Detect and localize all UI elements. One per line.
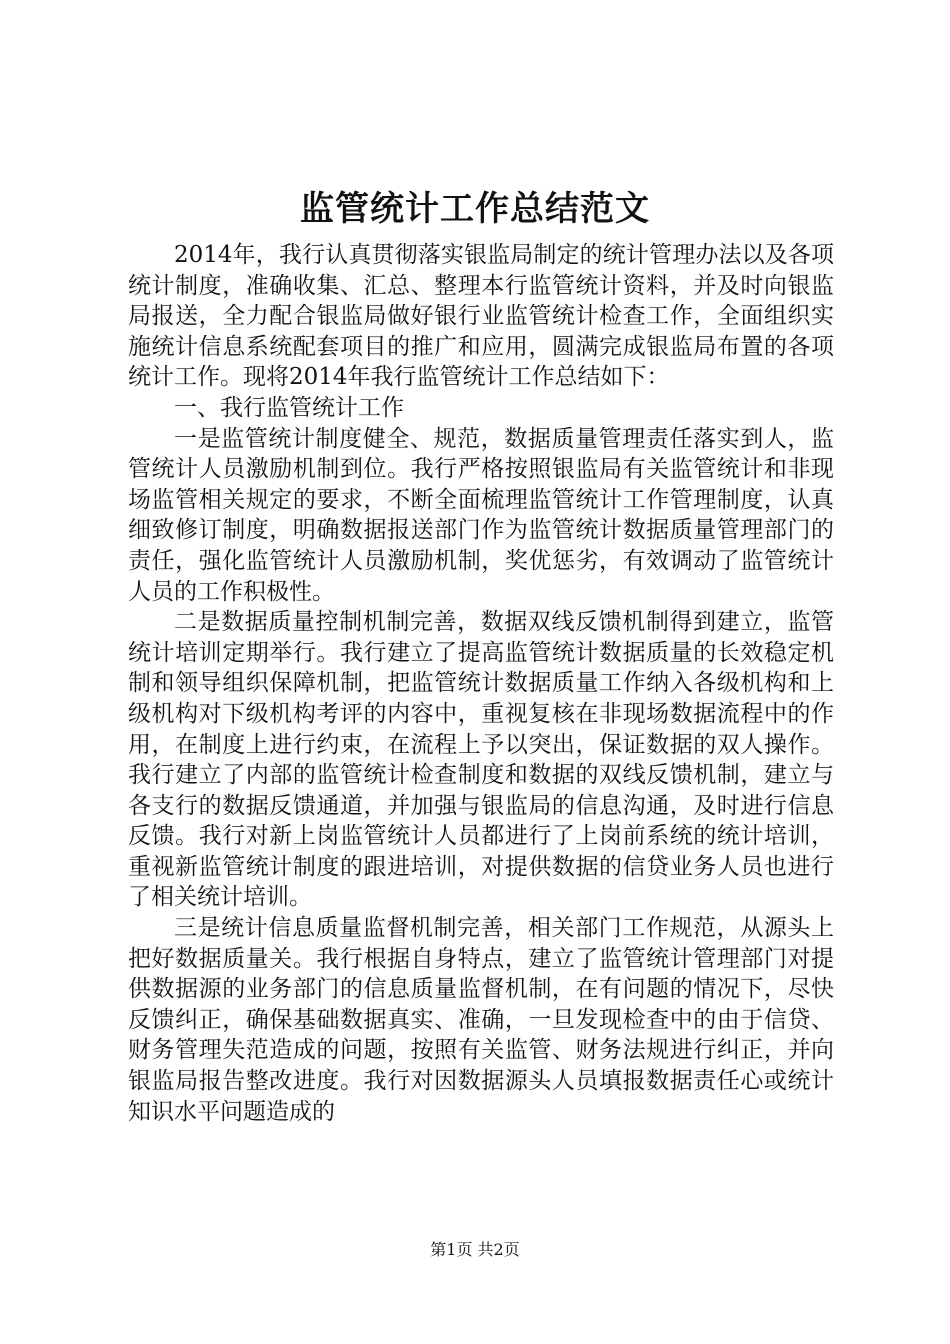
paragraph-point-two: 二是数据质量控制机制完善，数据双线反馈机制得到建立，监管统计培训定期举行。我行建立了提高监管统计数据质量的长效稳定机制和领导组织保障机制，把监管统计数据质量工作纳入各级机构和上级机构对下级机构考评的内容中，重视复核在非现场数据流程中的作用，在制度上进行约束，在流程上予以突出，保证数据的双人操作。我行建立了内部的监管统计检查制度和数据的双线反馈机制，建立与各支行的数据反馈通道，并加强与银监局的信息沟通，及时进行信息反馈。我行对新上岗监管统计人员都进行了上岗前系统的统计培训，重视新监管统计制度的跟进培训，对提供数据的信贷业务人员也进行了相关统计培训。 (128, 609, 834, 911)
paragraph-point-one: 一是监管统计制度健全、规范，数据质量管理责任落实到人，监管统计人员激励机制到位。我行严格按照银监局有关监管统计和非现场监管相关规定的要求，不断全面梳理监管统计工作管理制度，认真细致修订制度，明确数据报送部门作为监管统计数据质量管理部门的责任，强化监管统计人员激励机制，奖优惩劣，有效调动了监管统计人员的工作积极性。 (128, 425, 834, 605)
page-footer: 第1页 共2页 (430, 1240, 520, 1259)
paragraph-intro: 2014年，我行认真贯彻落实银监局制定的统计管理办法以及各项统计制度，准确收集、汇总、整理本行监管统计资料，并及时向银监局报送，全力配合银监局做好银行业监管统计检查工作，全面组织实施统计信息系统配套项目的推广和应用，圆满完成银监局布置的各项统计工作。现将2014年我行监管统计工作总结如下： (128, 242, 834, 391)
section-heading: 一、我行监管统计工作 (174, 394, 404, 421)
document-title: 监管统计工作总结范文 (300, 189, 650, 229)
paragraph-point-three: 三是统计信息质量监督机制完善，相关部门工作规范，从源头上把好数据质量关。我行根据自身特点，建立了监管统计管理部门对提供数据源的业务部门的信息质量监督机制，在有问题的情况下，尽快反馈纠正，确保基础数据真实、准确，一旦发现检查中的由于信贷、财务管理失范造成的问题，按照有关监管、财务法规进行纠正，并向银监局报告整改进度。我行对因数据源头人员填报数据责任心或统计知识水平问题造成的 (128, 915, 834, 1125)
document-body (128, 240, 834, 1127)
